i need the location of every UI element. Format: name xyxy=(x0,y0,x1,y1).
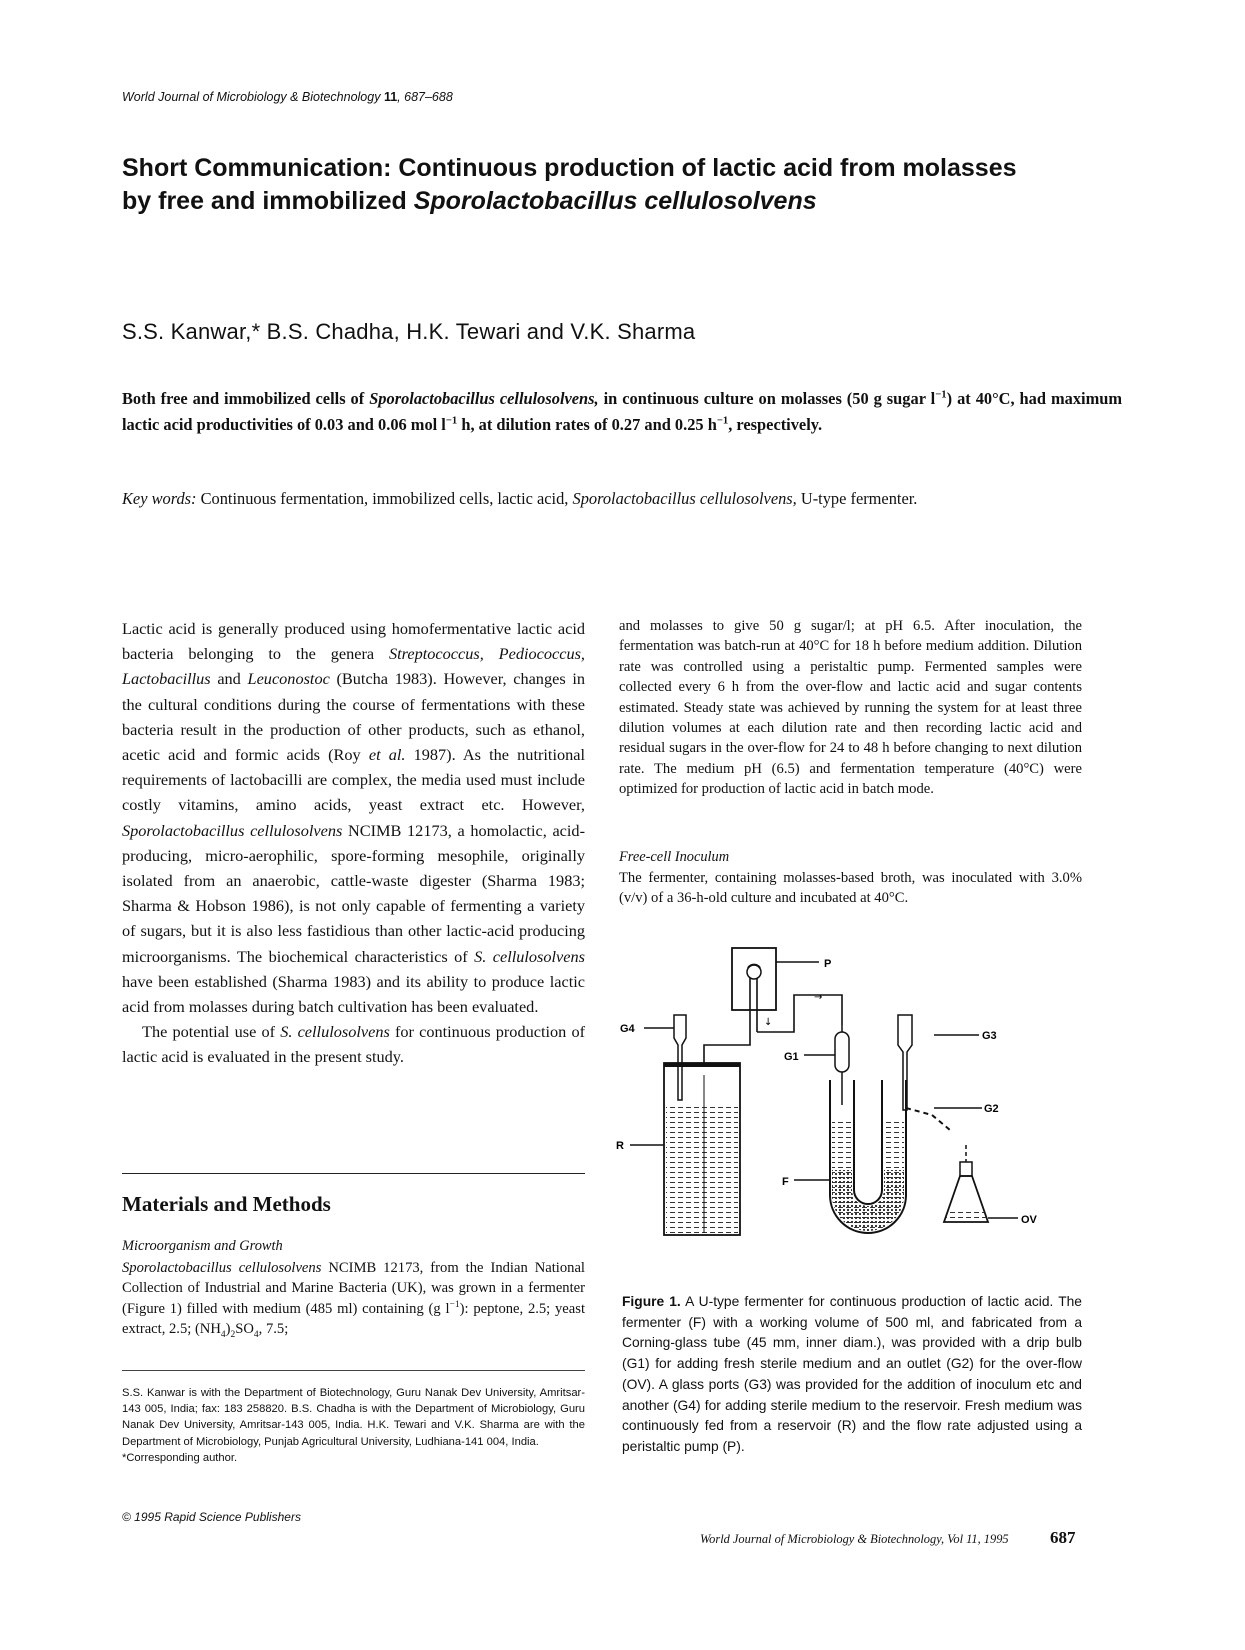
intro-text: NCIMB 12173, a homolactic, acid-producing, micro-aerophilic, spore-forming mesophile, originally isolated from an anaerobic, cattle-waste digester (Sharma 1983; Sharma & Hobson 1986), is not only capable of fermenting a variety of sugars, but it is also less fastidious than other lactic-acid producing microorganisms. The biochemical characteristics of xyxy=(122,820,585,966)
subheading-free-cell: Free-cell Inoculum xyxy=(619,849,730,865)
intro-text: and xyxy=(210,669,248,689)
affiliation-footnote xyxy=(122,1385,585,1466)
port-g4 xyxy=(644,1015,686,1100)
species-name: S. cellulosolvens xyxy=(280,1022,390,1042)
title-line-2-prefix: by free and immobilized xyxy=(122,187,414,215)
section-divider xyxy=(122,1173,585,1174)
label-g3: G3 xyxy=(982,1030,997,1042)
intro-text: (Butcha 1983). However, changes in the cultural conditions during the course of fermentations with these bacteria result in the production of other products, such as ethanol, acetic acid and formic acids (Roy xyxy=(122,669,585,765)
intro-text: The potential use of xyxy=(142,1022,281,1042)
caption-text: A U-type fermenter for continuous production of lactic acid. The fermenter (F) with a working volume of 500 ml, and fabricated from a Corning-glass tube (45 mm, inner diam.), was provided with a drip bulb (G1) for adding fresh sterile medium and an outlet (G2) for the over-flow (OV). A glass ports (G3) was provided for the addition of inoculum etc and another (G4) for adding sterile medium to the reservoir. Fresh medium was continuously fed from a reservoir (R) and the flow rate adjusted using a peristaltic pump (P). xyxy=(622,1294,1082,1454)
abstract-sup: −1 xyxy=(716,415,729,427)
methods-text: ): peptone, 2.5; yeast extract, 2.5; (NH xyxy=(122,1300,585,1338)
methods-sup: −1 xyxy=(449,1299,460,1310)
label-g2: G2 xyxy=(984,1103,999,1115)
journal-pages: , 687–688 xyxy=(397,90,453,104)
corresponding-author: *Corresponding author. xyxy=(122,1451,238,1464)
label-g1: G1 xyxy=(784,1051,799,1063)
label-ov: OV xyxy=(1021,1214,1037,1226)
methods-paragraph xyxy=(122,1258,585,1340)
footnote-divider xyxy=(122,1370,585,1371)
methods-continued: and molasses to give 50 g sugar/l; at pH 6.5. After inoculation, the fermentation was batch-run at 40°C for 18 h before medium addition. Dilution rate was controlled using a peristaltic pump. Fermented samples were collected every 6 h from the over-flow and lactic acid and sugar contents estimated. Steady state was achieved by running the system for at least three dilution volumes at each dilution rate and then recording lactic acid and residual sugars in the over-flow for 24 to 48 h before changing to next dilution rate. The medium pH (6.5) and fermentation temperature (40°C) were optimized for production of lactic acid in batch mode. xyxy=(619,618,1082,798)
subheading-microorganism: Microorganism and Growth xyxy=(122,1238,283,1254)
title-line-2 xyxy=(122,185,1132,218)
journal-header xyxy=(122,90,453,104)
keywords-text: Continuous fermentation, immobilized cells, lactic acid, xyxy=(196,489,573,508)
reservoir xyxy=(664,1063,740,1235)
keywords xyxy=(122,488,1122,510)
figure-caption xyxy=(622,1292,1082,1458)
intro-paragraph-1 xyxy=(122,616,585,1019)
caption-label: Figure 1. xyxy=(622,1294,681,1309)
genus-names: Streptococcus, Pediococcus, Lactobacillus xyxy=(122,644,586,689)
methods-text: SO xyxy=(235,1321,254,1338)
arrow-right-icon: → xyxy=(814,992,823,1003)
intro-text: for continuous production of lactic acid is evaluated in the present study. xyxy=(122,1022,586,1067)
species-name: Sporolactobacillus cellulosolvens xyxy=(122,820,343,840)
genus-name: Leuconostoc xyxy=(247,669,330,689)
authors: S.S. Kanwar,* B.S. Chadha, H.K. Tewari and V.K. Sharma xyxy=(122,319,696,344)
abstract xyxy=(122,386,1122,438)
abstract-text: in continuous culture on molasses (50 g sugar l xyxy=(598,389,936,408)
methods-heading: Materials and Methods xyxy=(122,1192,331,1216)
methods-sub: 4 xyxy=(253,1330,259,1341)
peristaltic-pump xyxy=(732,948,819,1010)
outlet-g2 xyxy=(906,1108,982,1130)
title-line-1: Short Communication: Continuous production of lactic acid from molasses xyxy=(122,154,1017,182)
abstract-text: h, at dilution rates of 0.27 and 0.25 h xyxy=(457,415,717,434)
methods-sub: 4 xyxy=(220,1330,226,1341)
title-species: Sporolactobacillus cellulosolvens xyxy=(413,187,817,215)
port-g3 xyxy=(898,1015,979,1110)
copyright: © 1995 Rapid Science Publishers xyxy=(122,1510,301,1524)
intro-section xyxy=(122,616,585,1070)
abstract-sup: −1 xyxy=(445,415,458,427)
label-p: P xyxy=(824,958,832,970)
footer-journal: World Journal of Microbiology & Biotechnology, Vol 11, 1995 xyxy=(700,1532,1009,1546)
label-g4: G4 xyxy=(620,1023,635,1035)
abstract-text: Both free and immobilized cells of xyxy=(122,389,370,408)
intro-paragraph-2 xyxy=(122,1019,585,1069)
methods-text: NCIMB 12173, from the Indian National Collection of Industrial and Marine Bacteria (UK), was grown in a fermenter (Figure 1) filled with medium (485 ml) containing (g l xyxy=(122,1260,585,1317)
page-title xyxy=(122,152,1132,218)
overflow-flask xyxy=(944,1145,1018,1222)
intro-text: have been established (Sharma 1983) and its ability to produce lactic acid from molasses during batch cultivation has been evaluated. xyxy=(122,971,585,1017)
page-number: 687 xyxy=(1050,1528,1076,1547)
intro-text: 1987). As the nutritional requirements of lactobacilli are complex, the media used must include costly vitamins, amino acids, yeast extract etc. However, xyxy=(122,745,585,815)
methods-sub: 2 xyxy=(230,1330,236,1341)
keywords-label: Key words: xyxy=(122,489,197,508)
abstract-sup: −1 xyxy=(935,389,947,401)
abstract-text: ) at 40°C, had maximum lactic acid productivities of 0.03 and 0.06 mol l xyxy=(122,389,1122,434)
abstract-text: , respectively. xyxy=(728,415,823,434)
journal-name: World Journal of Microbiology & Biotechnology xyxy=(122,90,381,104)
drip-bulb-g1 xyxy=(804,1025,849,1105)
keywords-text: U-type fermenter. xyxy=(796,489,918,508)
affiliation-text: S.S. Kanwar is with the Department of Biotechnology, Guru Nanak Dev University, Amritsar-143 005, India; fax: 183 258820. B.S. Chadha is with the Department of Microbiology, Guru Nanak Dev University, Amritsar-143 005, India. H.K. Tewari and V.K. Sharma are with the Department of Microbiology, Punjab Agricultural University, Ludhiana-141 004, India. xyxy=(122,1387,585,1448)
abstract-species: Sporolactobacillus cellulosolvens, xyxy=(369,389,599,408)
et-al: et al. xyxy=(368,745,406,765)
label-r: R xyxy=(616,1140,624,1152)
keywords-species: Sporolactobacillus cellulosolvens, xyxy=(572,489,797,508)
free-cell-paragraph: The fermenter, containing molasses-based broth, was inoculated with 3.0% (v/v) of a 36-h-old culture and incubated at 40°C. xyxy=(619,870,1082,907)
methods-text: ) xyxy=(225,1321,231,1338)
journal-volume: 11 xyxy=(383,90,398,104)
arrow-icon: ↓ xyxy=(764,1017,773,1028)
label-f: F xyxy=(782,1176,789,1188)
species-name: Sporolactobacillus cellulosolvens xyxy=(122,1260,322,1276)
figure-1-diagram xyxy=(614,940,1084,1280)
methods-text: , 7.5; xyxy=(258,1321,289,1338)
intro-text: Lactic acid is generally produced using homofermentative lactic acid bacteria belonging to the genera xyxy=(122,619,585,664)
species-name: S. cellulosolvens xyxy=(474,946,585,966)
